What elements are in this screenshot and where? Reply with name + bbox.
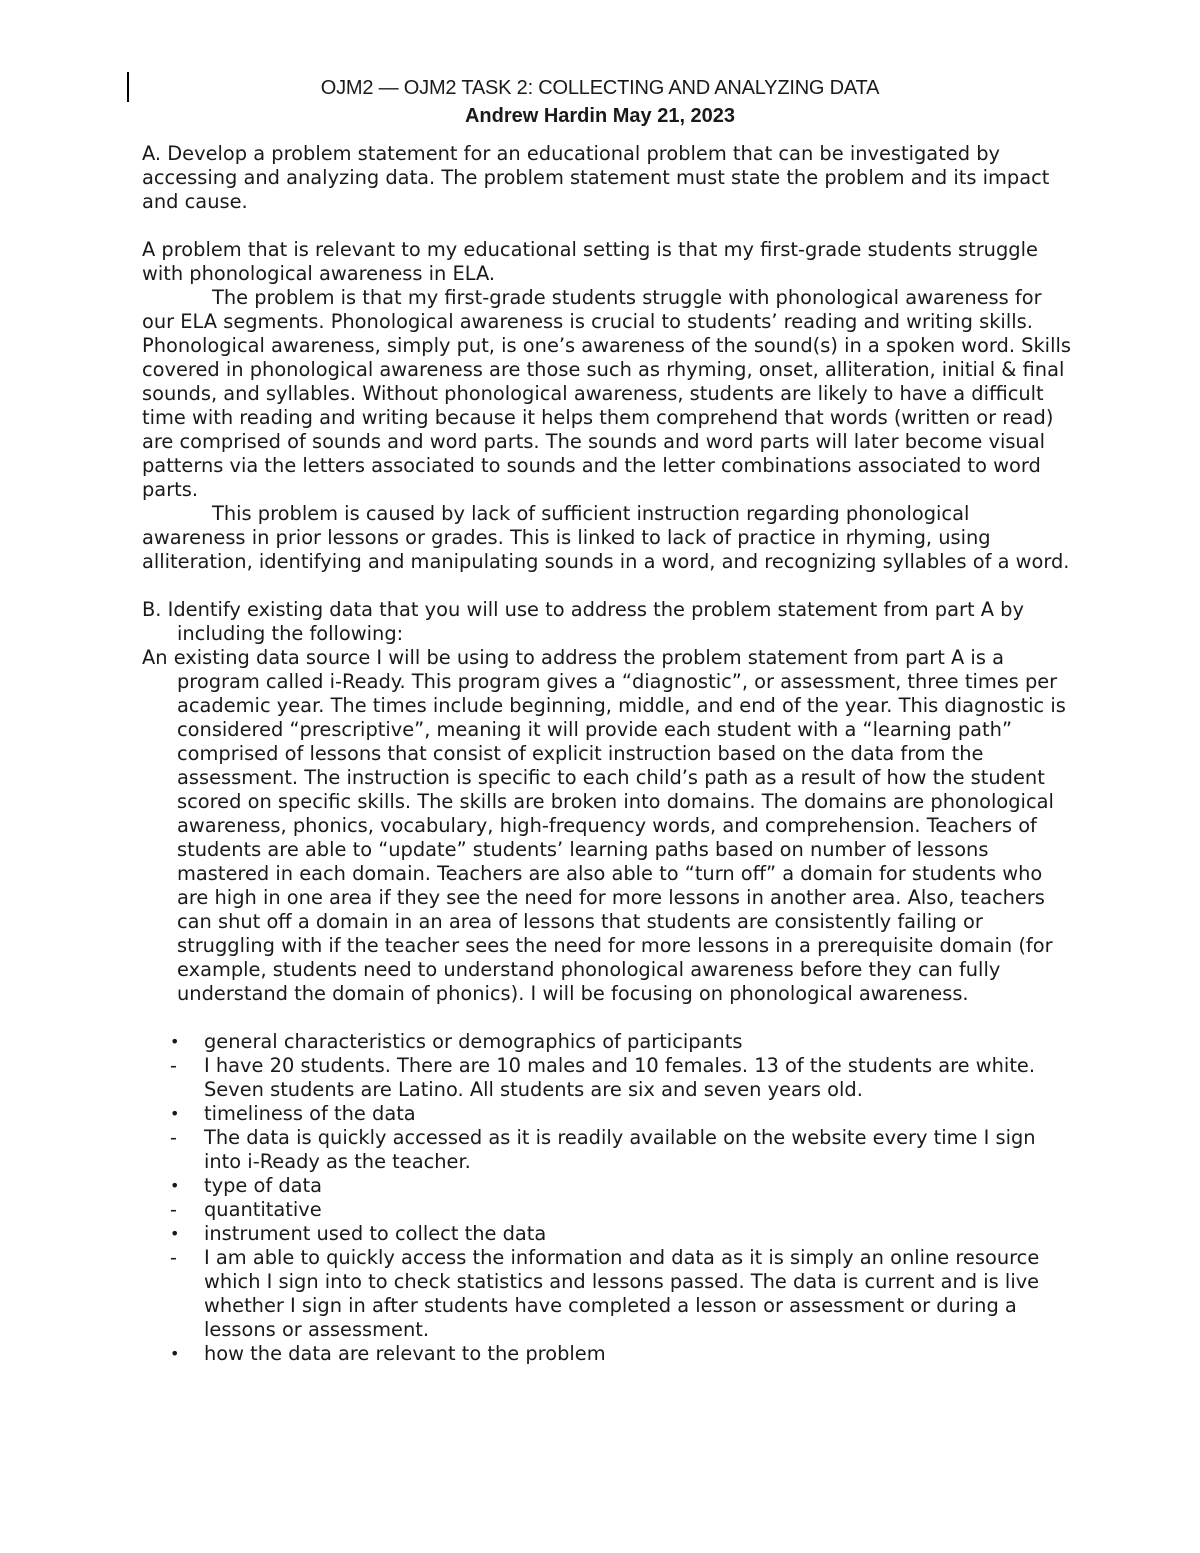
list-item-text: timeliness of the data <box>204 1102 416 1125</box>
dash-item <box>170 1126 1072 1174</box>
dash-marker: - <box>170 1126 177 1149</box>
document-title: OJM2 — OJM2 TASK 2: COLLECTING AND ANALYZING DATA <box>320 77 880 99</box>
list-item-text: instrument used to collect the data <box>204 1222 547 1245</box>
list-item-text: quantitative <box>204 1198 322 1221</box>
section-b-prompt: B. Identify existing data that you will use to address the problem statement from part A by including the following: <box>142 598 1024 645</box>
list-item-text: how the data are relevant to the problem <box>204 1342 606 1365</box>
dash-marker: - <box>170 1246 177 1269</box>
bullet-item <box>170 1102 1072 1126</box>
dash-item <box>170 1246 1072 1342</box>
spacer <box>142 574 1072 598</box>
bullet-marker: • <box>170 1176 180 1195</box>
spacer <box>142 214 1072 238</box>
list-item-text: I have 20 students. There are 10 males and 10 females. 13 of the students are white. Seven students are Latino. All students are six and seven years old. <box>204 1054 1036 1101</box>
document-body <box>142 142 1072 1366</box>
list-item-text: general characteristics or demographics of participants <box>204 1030 743 1053</box>
bullet-item <box>170 1222 1072 1246</box>
section-a-prompt: A. Develop a problem statement for an educational problem that can be investigated by accessing and analyzing data. The problem statement must state the problem and its impact and cause. <box>142 142 1050 213</box>
bullet-marker: • <box>170 1104 180 1123</box>
bullet-marker: • <box>170 1344 180 1363</box>
spacer <box>142 1006 1072 1030</box>
bullet-item <box>170 1030 1072 1054</box>
list-item-text: I am able to quickly access the information and data as it is simply an online resource which I sign into to check statistics and lessons passed. The data is current and is live whether I sign in after students have completed a lesson or assessment or during a lessons or assessment. <box>204 1246 1040 1341</box>
author-date-line: Andrew Hardin May 21, 2023 <box>464 105 736 127</box>
dash-marker: - <box>170 1198 177 1221</box>
dash-marker: - <box>170 1054 177 1077</box>
section-b-paragraph: An existing data source I will be using to address the problem statement from part A is a program called i-Ready. This program gives a “diagnostic”, or assessment, three times per academic year. The times include beginning, middle, and end of the year. This diagnostic is considered “prescriptive”, meaning it will provide each student with a “learning path” comprised of lessons that consist of explicit instruction based on the data from the assessment. The instruction is specific to each child’s path as a result of how the student scored on specific skills. The skills are broken into domains. The domains are phonological awareness, phonics, vocabulary, high-frequency words, and comprehension. Teachers of students are able to “update” students’ learning paths based on number of lessons mastered in each domain. Teachers are also able to “turn off” a domain for students who are high in one area if they see the need for more lessons in another area. Also, teachers can shut off a domain in an area of lessons that students are consistently failing or struggling with if the teacher sees the need for more lessons in a prerequisite domain (for example, students need to understand phonological awareness before they can fully understand the domain of phonics). I will be focusing on phonological awareness. <box>142 646 1066 1005</box>
list-item-text: The data is quickly accessed as it is readily available on the website every time I sign into i-Ready as the teacher. <box>204 1126 1036 1173</box>
dash-item <box>170 1198 1072 1222</box>
bullet-marker: • <box>170 1032 180 1051</box>
section-a-paragraph-1: The problem is that my first-grade students struggle with phonological awareness for our ELA segments. Phonological awareness is crucial to students’ reading and writing skills. Phonological awareness, simply put, is one’s awareness of the sound(s) in a spoken word. Skills covered in phonological awareness are those such as rhyming, onset, alliteration, initial & final sounds, and syllables. Without phonological awareness, students are likely to have a difficult time with reading and writing because it helps them comprehend that words (written or read) are comprised of sounds and word parts. The sounds and word parts will later become visual patterns via the letters associated to sounds and the letter combinations associated to word parts. <box>142 286 1071 501</box>
bullet-item <box>170 1342 1072 1366</box>
bullet-item <box>170 1174 1072 1198</box>
requirement-list <box>170 1030 1072 1366</box>
bullet-marker: • <box>170 1224 180 1243</box>
section-a-paragraph-2: This problem is caused by lack of sufficient instruction regarding phonological awareness in prior lessons or grades. This is linked to lack of practice in rhyming, using alliteration, identifying and manipulating sounds in a word, and recognizing syllables of a word. <box>142 502 1070 573</box>
dash-item <box>170 1054 1072 1102</box>
list-item-text: type of data <box>204 1174 323 1197</box>
section-a-intro: A problem that is relevant to my educational setting is that my first-grade students struggle with phonological awareness in ELA. <box>142 238 1038 285</box>
